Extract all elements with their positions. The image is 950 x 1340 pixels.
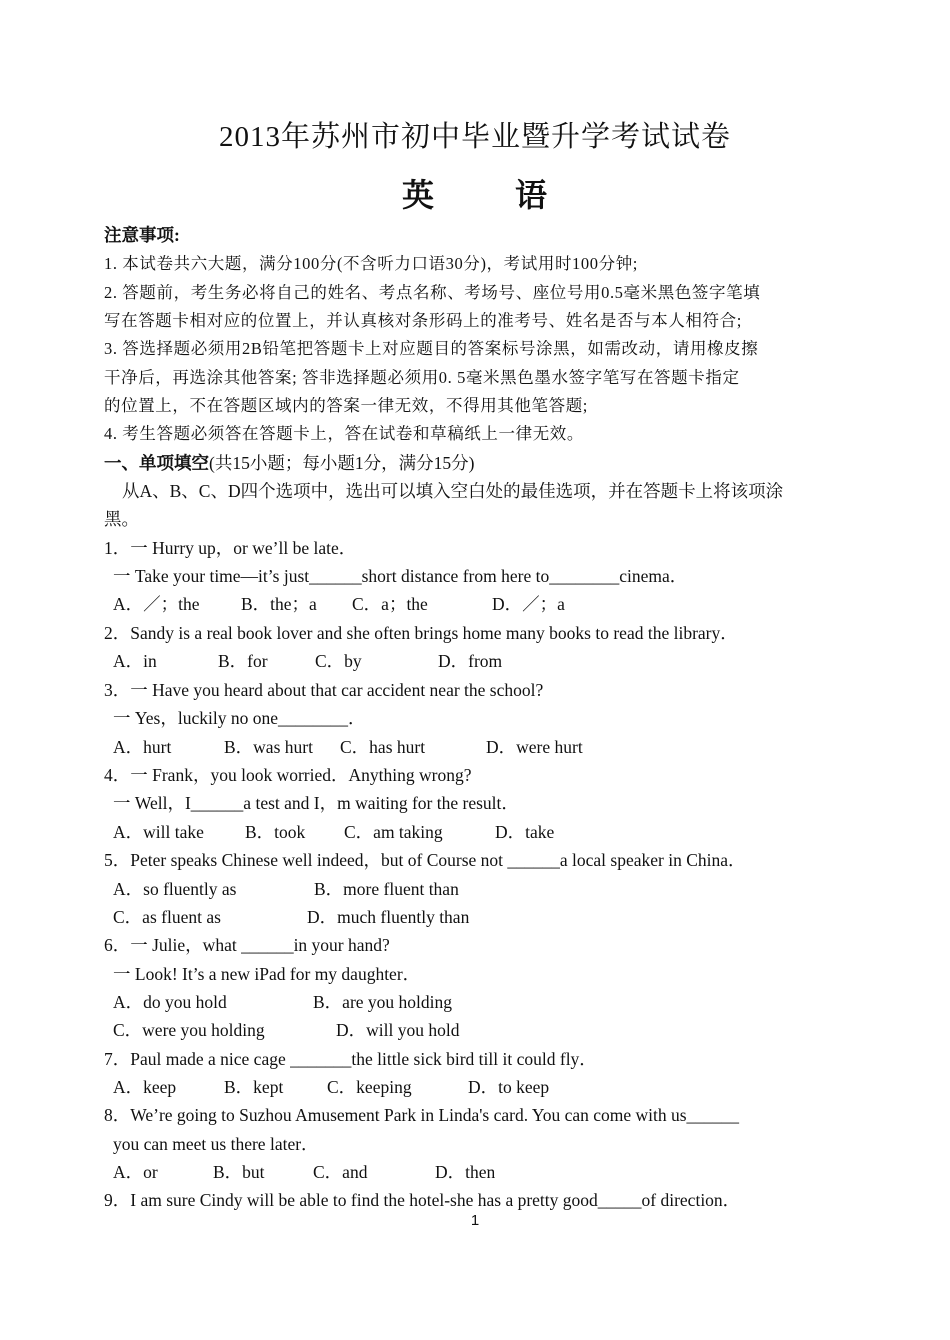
question-4-options [113,820,858,844]
option-b: B．took [245,822,306,842]
question-1-reply: 一 Take your time—it’s just______short distance from here to________cinema． [113,566,688,586]
option-a: A．in [113,651,157,671]
question-4: 4．一 Frank，you look worried．Anything wrong? [104,765,472,785]
question-6: 6．一 Julie，what ______in your hand? [104,935,390,955]
section1-instruction: 从A、B、C、D四个选项中，选出可以填入空白处的最佳选项，并在答题卡上将该项涂 [122,481,784,501]
option-d: D．take [495,822,555,842]
subject-char-2: 语 [515,177,549,213]
question-7-options [113,1075,858,1099]
question-3-reply: 一 Yes，luckily no one________． [113,708,366,728]
option-c: C．as fluent as [113,907,221,927]
option-b: B．are you holding [313,992,453,1012]
question-1-options [113,592,858,616]
option-c: C．by [315,651,362,671]
option-d: D．from [438,651,503,671]
option-c: C．and [313,1162,368,1182]
notes-heading: 注意事项: [104,225,180,245]
section1-instruction-cont: 黑。 [104,509,139,529]
option-a: A．so fluently as [113,879,237,899]
note-line-6: 的位置上，不在答题区域内的答案一律无效，不得用其他笔答题; [104,396,588,415]
option-b: B．kept [224,1077,284,1097]
note-line-5: 干净后，再选涂其他答案; 答非选择题必须用0. 5毫米黑色墨水签字笔写在答题卡指定 [104,368,740,387]
option-d: D．much fluently than [307,907,470,927]
option-a: A．／；the [113,594,200,614]
option-d: D．／；a [492,594,565,614]
question-8-cont: you can meet us there later． [113,1134,319,1154]
section1-heading [104,451,849,475]
option-d: D．were hurt [486,737,583,757]
option-b: B．the；a [241,594,317,614]
option-c: C．a；the [352,594,428,614]
option-d: D．then [435,1162,496,1182]
question-8-options [113,1160,858,1184]
question-4-reply: 一 Well，I______a test and I，m waiting for the result． [113,793,519,813]
option-a: A．keep [113,1077,177,1097]
question-3: 3．一 Have you heard about that car accident near the school? [104,680,544,700]
note-line-4: 3. 答选择题必须用2B铅笔把答题卡上对应题目的答案标号涂黑，如需改动，请用橡皮擦 [104,339,759,358]
question-2-options [113,649,858,673]
option-b: B．was hurt [224,737,313,757]
question-5-options-row1 [113,877,858,901]
section1-heading-bold: 一、单项填空 [104,453,209,473]
subject-char-1: 英 [401,177,435,213]
question-5-options-row2 [113,905,858,929]
option-c: C．am taking [344,822,443,842]
option-a: A．do you hold [113,992,227,1012]
question-6-reply: 一 Look! It’s a new iPad for my daughter． [113,964,421,984]
option-a: A．or [113,1162,158,1182]
question-3-options [113,735,858,759]
section1-heading-rest: (共15小题；每小题1分，满分15分) [209,453,475,473]
option-c: C．keeping [327,1077,412,1097]
option-a: A．hurt [113,737,172,757]
option-c: C．has hurt [340,737,426,757]
note-line-3: 写在答题卡相对应的位置上，并认真核对条形码上的准考号、姓名是否与本人相符合; [104,311,742,330]
option-b: B．more fluent than [314,879,459,899]
exam-title: 2013年苏州市初中毕业暨升学考试试卷 [218,121,731,153]
question-2: 2．Sandy is a real book lover and she often brings home many books to read the library． [104,623,738,643]
option-b: B．for [218,651,268,671]
question-5: 5．Peter speaks Chinese well indeed，but of Course not ______a local speaker in China． [104,850,746,870]
question-1: 1．一 Hurry up，or we’ll be late． [104,538,357,558]
question-6-options-row1 [113,990,858,1014]
option-c: C．were you holding [113,1020,265,1040]
option-b: B．but [213,1162,265,1182]
question-8: 8．We’re going to Suzhou Amusement Park in Linda's card. You can come with us______ [104,1105,740,1125]
question-9: 9．I am sure Cindy will be able to find the hotel-she has a pretty good_____of direction． [104,1190,741,1210]
note-line-7: 4. 考生答题必须答在答题卡上，答在试卷和草稿纸上一律无效。 [104,424,584,443]
question-6-options-row2 [113,1018,858,1042]
option-d: D．will you hold [336,1020,460,1040]
note-line-1: 1. 本试卷共六大题，满分100分(不含听力口语30分)，考试用时100分钟; [104,254,638,273]
note-line-2: 2. 答题前，考生务必将自己的姓名、考点名称、考场号、座位号用0.5毫米黑色签字笔填 [104,283,761,302]
option-a: A．will take [113,822,204,842]
question-7: 7．Paul made a nice cage _______the little sick bird till it could fly． [104,1049,597,1069]
option-d: D．to keep [468,1077,550,1097]
page-number: 1 [470,1212,480,1229]
subject-title [0,170,950,216]
